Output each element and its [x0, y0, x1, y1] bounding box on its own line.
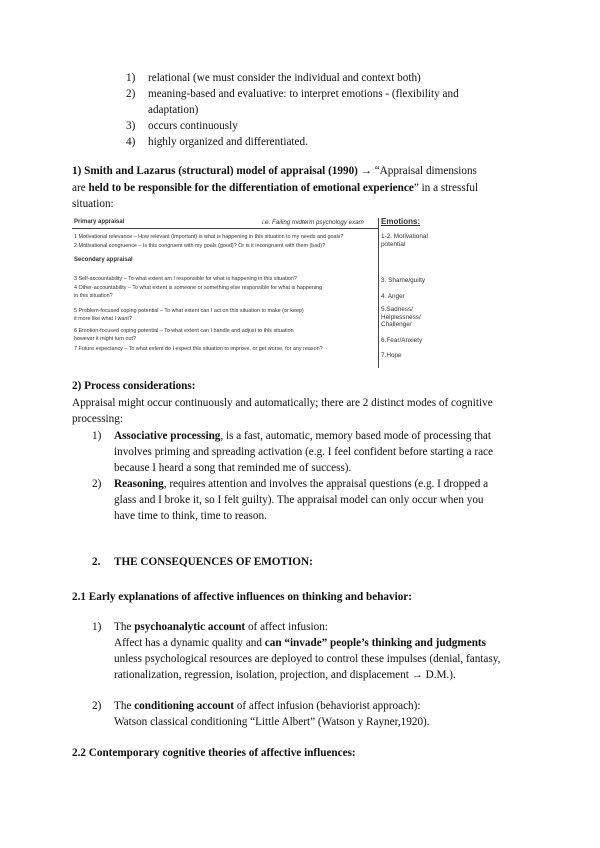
table-vertical-divider: [378, 218, 379, 368]
table-row: however it might turn out?: [74, 336, 137, 342]
emotion-item: 1-2. Motivational potential: [381, 233, 428, 248]
list-item-continuation: involves priming and spreading activation (e.g. I feel confident before starting a race: [114, 446, 493, 458]
table-secondary-header: Secondary appraisal: [74, 257, 133, 263]
section2-heading: 2) Process considerations:: [72, 380, 196, 392]
list-item: 1) Associative processing, is a fast, automatic, memory based mode of processing that: [92, 430, 491, 442]
section1-line3: situation:: [72, 198, 114, 210]
section1-heading: 1) Smith and Lazarus (structural) model of appraisal (1990) → “Appraisal dimensions: [72, 165, 477, 177]
subsection-heading: 2.1 Early explanations of affective influences on thinking and behavior:: [72, 591, 412, 603]
appraisal-table: [72, 218, 524, 368]
list-item: 1) The psychoanalytic account of affect infusion:: [92, 621, 328, 633]
table-caption: i.e. Failing midterm psychology exam: [262, 219, 364, 226]
subsection-heading: 2.2 Contemporary cognitive theories of affective influences:: [72, 747, 356, 759]
list-item-continuation: glass and I broke it, so I felt guilty). The appraisal model can only occur when you: [114, 494, 484, 506]
list-item: 4) highly organized and differentiated.: [126, 136, 308, 148]
table-row: 3 Self-accountability – To what extent am I responsible for what is happening in this situation?: [74, 276, 297, 282]
list-item-continuation: Watson classical conditioning “Little Albert” (Watson y Rayner,1920).: [114, 716, 430, 728]
table-row: it more like what I want?: [74, 316, 132, 322]
list-item: 2) Reasoning, requires attention and involves the appraisal questions (e.g. I dropped a: [92, 478, 489, 490]
list-item: 2) meaning-based and evaluative: to interpret emotions - (flexibility and: [126, 88, 459, 100]
table-row: 5 Problem-focused coping potential – To what extent can I act on this situation to make (or keep): [74, 308, 304, 314]
list-item-continuation: unless psychological resources are deployed to control these impulses (denial, fantasy,: [114, 653, 501, 665]
table-primary-header: Primary appraisal: [74, 219, 125, 225]
emotions-header: Emotions:: [381, 217, 421, 226]
paragraph: processing:: [72, 413, 123, 425]
table-divider: [72, 228, 378, 229]
list-item-continuation: have time to think, time to reason.: [114, 510, 267, 522]
table-row: 6 Emotion-focused coping potential – To what extent can I handle and adjust to this situation: [74, 328, 294, 334]
list-item: adaptation): [148, 104, 199, 116]
emotion-item: 3. Shame/guilty: [381, 277, 426, 284]
emotion-item: 7.Hope: [381, 352, 402, 359]
list-item-continuation: Affect has a dynamic quality and can “invade” people’s thinking and judgments: [114, 637, 486, 649]
emotion-item: 5.Sadness/ Helplessness/ Challenge/: [381, 306, 421, 329]
table-row: 4 Other-accountability – To what extent is someone or something else responsible for what is happening: [74, 285, 323, 291]
list-item: 1) relational (we must consider the individual and context both): [126, 72, 421, 84]
table-row: in this situation?: [74, 293, 113, 299]
list-item: 3) occurs continuously: [126, 120, 238, 132]
section1-line2: are held to be responsible for the differentiation of emotional experience” in a stressful: [72, 182, 479, 194]
emotion-item: 6.Fear/Anxiety: [381, 337, 423, 344]
list-item-continuation: because I heard a song that reminded me of success).: [114, 462, 352, 474]
paragraph: Appraisal might occur continuously and automatically; there are 2 distinct modes of cognitive: [72, 397, 493, 409]
table-row: 2 Motivational congruence – Is this congruent with my goals (good)? Or is it incongruent with them (bad)?: [74, 243, 326, 249]
list-item: 2) The conditioning account of affect infusion (behaviorist approach):: [92, 700, 421, 712]
table-row: 7 Future expectancy – To what extent do I expect this situation to improve, or get worse, for any reason?: [74, 346, 323, 352]
list-item-continuation: rationalization, regression, isolation, projection, and displacement → D.M.).: [114, 669, 456, 681]
emotion-item: 4. Anger: [381, 293, 405, 300]
table-row: 1 Motivational relevance – How relevant (important) is what is happening in this situation to my needs and goals?: [74, 234, 344, 240]
chapter-heading: 2. THE CONSEQUENCES OF EMOTION:: [92, 556, 313, 568]
